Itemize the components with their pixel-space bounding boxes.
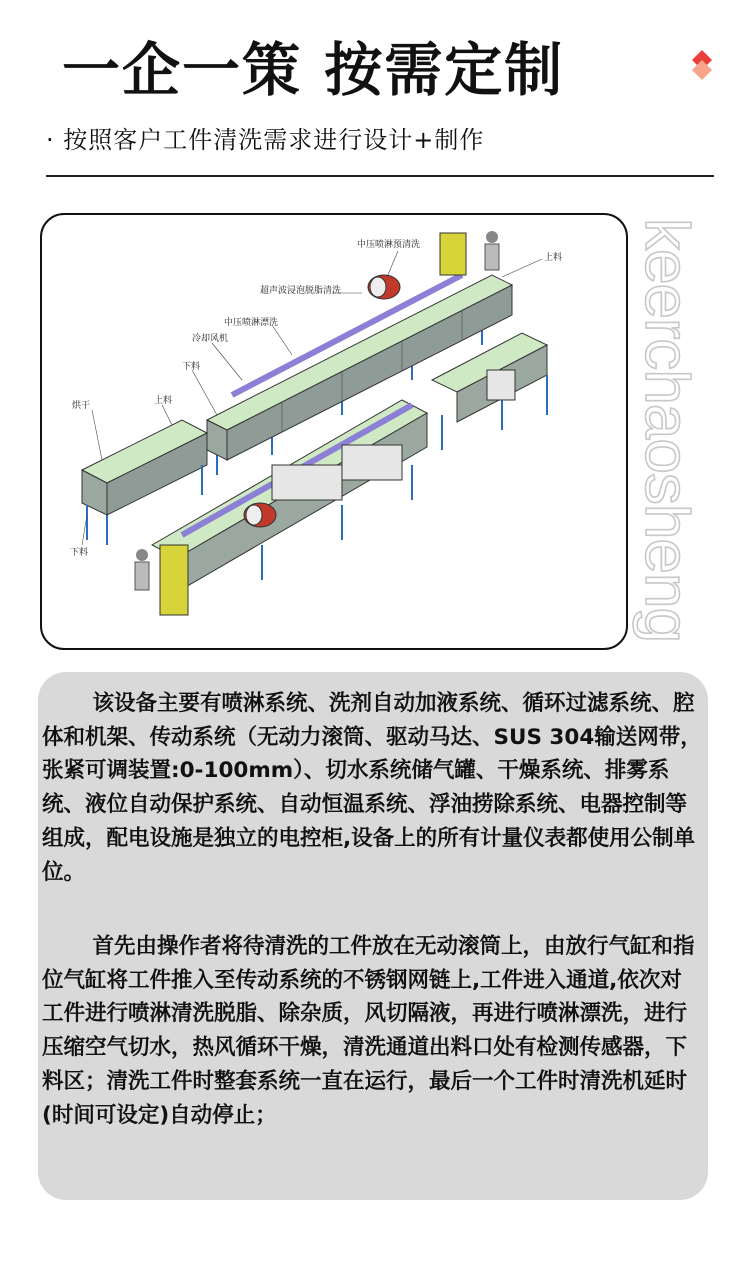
label-cooling: 冷却风机 xyxy=(192,334,229,344)
label-unloading-top: 下料 xyxy=(182,362,201,372)
label-loading-left: 上料 xyxy=(154,396,173,406)
label-ultrasonic: 超声波浸泡脱脂清洗 xyxy=(260,286,342,296)
description-paragraph-1: 该设备主要有喷淋系统、洗剂自动加液系统、循环过滤系统、腔体和机架、传动系统（无动力滚筒、驱动马达、SUS 304输送网带，张紧可调装置:0-100mm）、切水系统储气罐、干燥系统、排雾系统、液位自动保护系统、自动恒温系统、浮油捞除系统、电器控制等组成，配电设施是独立的电控柜,设备上的所有计量仪表都使用公制单位。 xyxy=(42,691,702,885)
brand-watermark xyxy=(596,212,746,646)
label-rinse: 中压喷淋漂洗 xyxy=(224,318,279,328)
label-unloading-bottom: 下料 xyxy=(70,548,89,558)
divider xyxy=(46,175,714,177)
cleaning-line-illustration xyxy=(42,215,626,648)
brand-logo-icon xyxy=(684,44,724,84)
description-paragraph-2: 首先由操作者将待清洗的工件放在无动滚筒上，由放行气缸和指位气缸将工件推入至传动系统的不锈钢网链上,工件进入通道,依次对工件进行喷淋清洗脱脂、除杂质，风切隔液，再进行喷淋漂洗，进行压缩空气切水，热风循环干燥，清洗通道出料口处有检测传感器，下料区；清洗工件时整套系统一直在运行，最后一个工件时清洗机延时(时间可设定)自动停止； xyxy=(42,934,695,1128)
label-prespray: 中压喷淋预清洗 xyxy=(357,240,421,250)
label-drying: 烘干 xyxy=(72,401,91,411)
equipment-diagram xyxy=(40,213,628,650)
label-loading-top-right: 上料 xyxy=(544,253,563,263)
watermark-text: keerchaosheng xyxy=(632,218,701,629)
page-title: 一企一策 按需定制 xyxy=(62,36,565,104)
page-subtitle: · 按照客户工件清洗需求进行设计+制作 xyxy=(46,126,485,154)
